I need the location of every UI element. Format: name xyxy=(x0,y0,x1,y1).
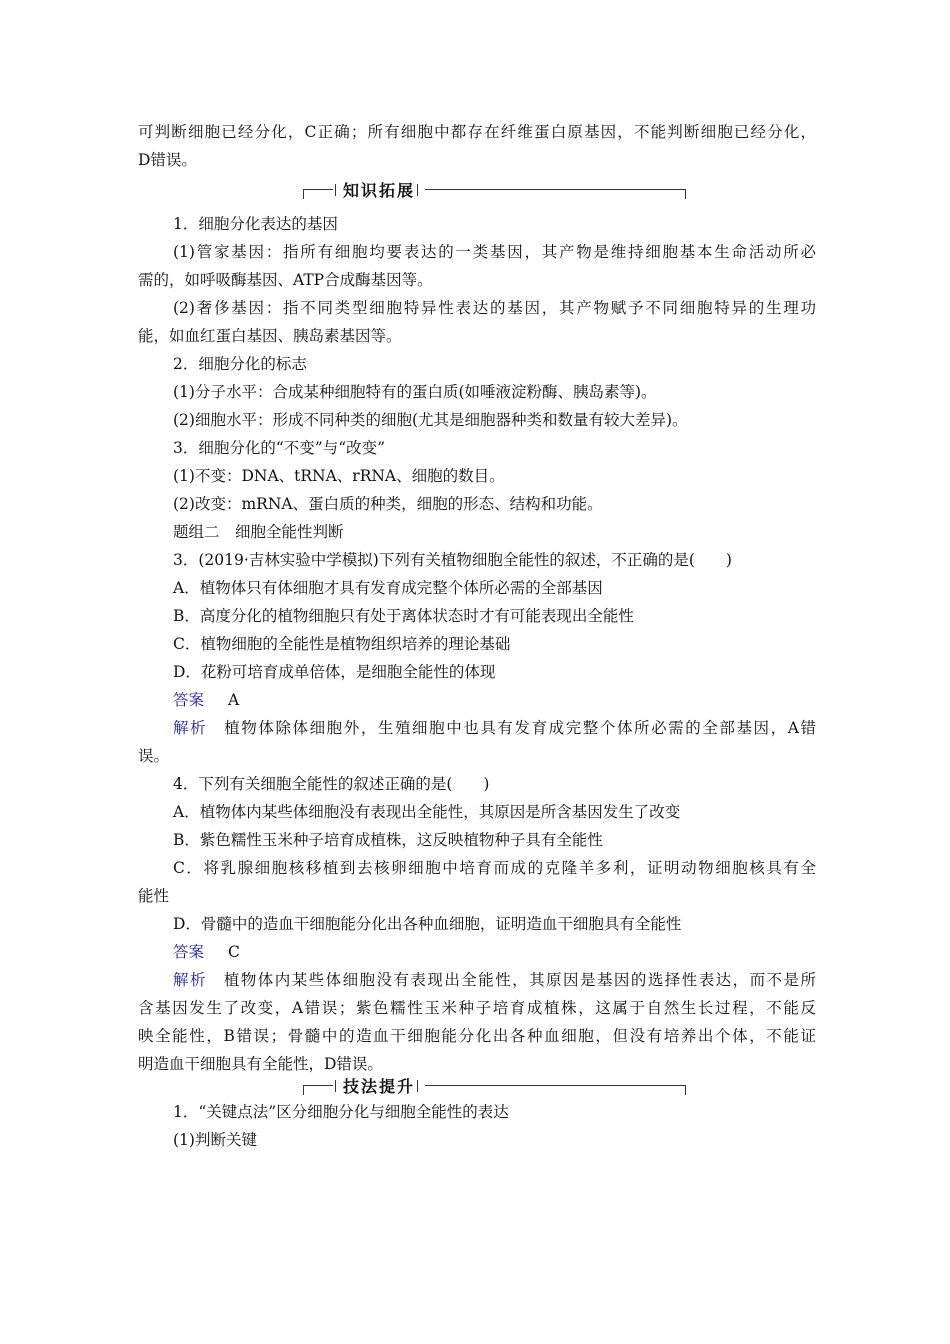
question-stem: 4．下列有关细胞全能性的叙述正确的是( ) xyxy=(173,775,490,793)
group-heading: 题组二 细胞全能性判断 xyxy=(173,523,344,541)
paragraph-line: 可判断细胞已经分化，C正确；所有细胞中都存在纤维蛋白原基因，不能判断细胞已经分化， xyxy=(138,123,816,141)
paragraph-line: (1)分子水平：合成某种细胞特有的蛋白质(如唾液淀粉酶、胰岛素等)。 xyxy=(173,383,657,401)
section-header-knowledge xyxy=(303,181,686,200)
answer-line xyxy=(173,942,240,962)
paragraph-line: 需的，如呼吸酶基因、ATP合成酶基因等。 xyxy=(138,271,433,289)
option-b: B．紫色糯性玉米种子培育成植株，这反映植物种子具有全能性 xyxy=(173,831,603,849)
paragraph-line: 含基因发生了改变，A错误；紫色糯性玉米种子培育成植株，这属于自然生长过程，不能反 xyxy=(138,999,816,1017)
paragraph-line: (2)奢侈基因：指不同类型细胞特异性表达的基因，其产物赋予不同细胞特异的生理功 xyxy=(173,299,816,317)
option-a: A．植物体只有体细胞才具有发育成完整个体所必需的全部基因 xyxy=(173,579,603,597)
paragraph-line: (1)判断关键 xyxy=(173,1131,257,1149)
paragraph-line: D错误。 xyxy=(138,151,197,169)
paragraph-line: (1)不变：DNA、tRNA、rRNA、细胞的数目。 xyxy=(173,467,505,485)
analysis-line: 解析 植物体内某些体细胞没有表现出全能性，其原因是基因的选择性表达，而不是所 xyxy=(173,971,816,989)
list-heading: 1．“关键点法”区分细胞分化与细胞全能性的表达 xyxy=(173,1103,509,1121)
paragraph-line: 能性 xyxy=(138,887,170,905)
answer-line xyxy=(173,690,239,710)
option-c: C．将乳腺细胞核移植到去核卵细胞中培育而成的克隆羊多利，证明动物细胞核具有全 xyxy=(173,859,816,877)
list-heading: 1．细胞分化表达的基因 xyxy=(173,215,338,233)
option-c: C．植物细胞的全能性是植物组织培养的理论基础 xyxy=(173,635,511,653)
analysis-label: 解析 xyxy=(173,719,208,737)
paragraph-line: 明造血干细胞具有全能性，D错误。 xyxy=(138,1055,383,1073)
answer-value: C xyxy=(228,943,240,961)
section-title: 技法提升 xyxy=(343,1077,416,1096)
paragraph-line: 映全能性，B错误；骨髓中的造血干细胞能分化出各种血细胞，但没有培养出个体，不能证 xyxy=(138,1027,816,1045)
paragraph-line: (2)改变：mRNA、蛋白质的种类，细胞的形态、结构和功能。 xyxy=(173,495,603,513)
list-heading: 2．细胞分化的标志 xyxy=(173,355,307,373)
option-d: D．花粉可培育成单倍体，是细胞全能性的体现 xyxy=(173,663,496,681)
option-a: A．植物体内某些体细胞没有表现出全能性，其原因是所含基因发生了改变 xyxy=(173,803,681,821)
paragraph-line: (1)管家基因：指所有细胞均要表达的一类基因，其产物是维持细胞基本生命活动所必 xyxy=(173,243,816,261)
paragraph-line: 能，如血红蛋白基因、胰岛素基因等。 xyxy=(138,327,402,345)
answer-label: 答案 xyxy=(173,943,205,961)
analysis-line: 解析 植物体除体细胞外，生殖细胞中也具有发育成完整个体所必需的全部基因，A错 xyxy=(173,719,816,737)
section-title: 知识拓展 xyxy=(343,181,416,200)
question-stem: 3．(2019·吉林实验中学模拟)下列有关植物细胞全能性的叙述，不正确的是( ) xyxy=(173,551,732,569)
paragraph-line: 误。 xyxy=(138,747,170,765)
analysis-label: 解析 xyxy=(173,971,207,989)
section-header-skill xyxy=(303,1077,686,1096)
option-b: B．高度分化的植物细胞只有处于离体状态时才有可能表现出全能性 xyxy=(173,607,634,625)
paragraph-line: (2)细胞水平：形成不同种类的细胞(尤其是细胞器种类和数量有较大差异)。 xyxy=(173,411,688,429)
answer-value: A xyxy=(228,691,240,709)
list-heading: 3．细胞分化的“不变”与“改变” xyxy=(173,439,386,457)
option-d: D．骨髓中的造血干细胞能分化出各种血细胞，证明造血干细胞具有全能性 xyxy=(173,915,682,933)
answer-label: 答案 xyxy=(173,691,205,709)
